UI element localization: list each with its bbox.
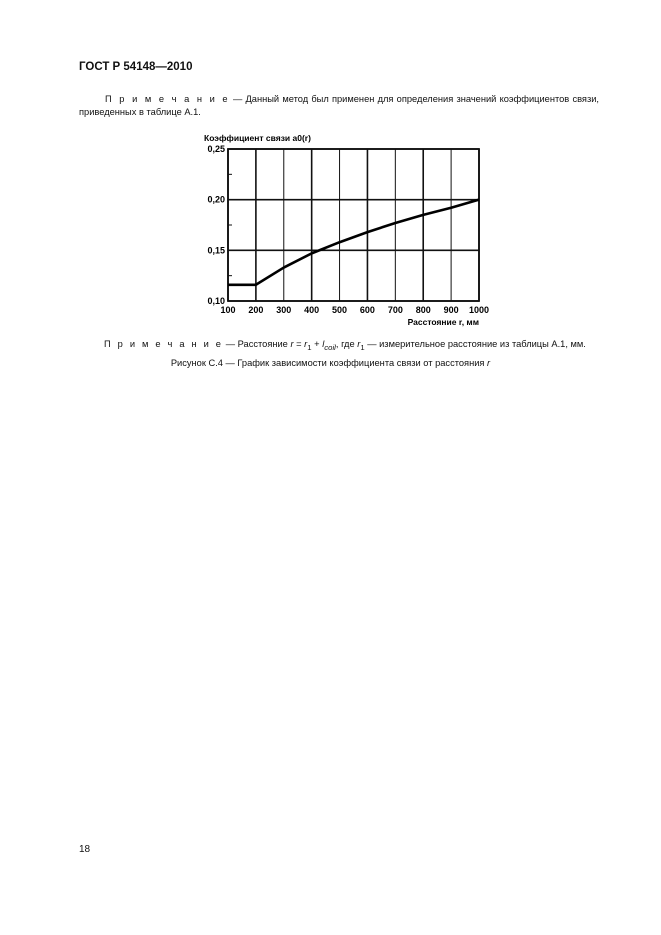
note-label: П р и м е ч а н и е bbox=[105, 94, 230, 104]
y-tick-label: 0,20 bbox=[207, 194, 225, 205]
x-tick-label: 500 bbox=[332, 305, 348, 315]
x-tick-label: 200 bbox=[248, 305, 264, 315]
x-tick-label: 800 bbox=[415, 305, 431, 315]
note-label: П р и м е ч а н и е bbox=[104, 339, 224, 349]
var-r: r bbox=[290, 339, 294, 349]
x-tick-label: 900 bbox=[443, 305, 459, 315]
page-number: 18 bbox=[79, 844, 91, 855]
var-r1: r bbox=[357, 339, 361, 349]
x-tick-label: 400 bbox=[304, 305, 320, 315]
y-tick-label: 0,15 bbox=[207, 245, 225, 256]
sub: 1 bbox=[360, 342, 365, 352]
y-axis-label: Коэффициент связи a0(r) bbox=[204, 133, 311, 143]
note-text: — Расстояние bbox=[223, 339, 291, 349]
figure-caption bbox=[0, 358, 661, 368]
document-header: ГОСТ Р 54148—2010 bbox=[79, 61, 193, 73]
note-text: — Данный метод был применен для определения значений коэффициентов связи, приведенных в таблице А.1. bbox=[79, 94, 599, 117]
chart-note bbox=[104, 339, 586, 352]
note-text: , где bbox=[335, 339, 358, 349]
x-tick-label: 700 bbox=[387, 305, 403, 315]
sub-coil: coil bbox=[324, 342, 336, 352]
y-tick-label: 0,25 bbox=[207, 144, 225, 154]
var-r1: r bbox=[304, 339, 308, 349]
note-text: — измерительное расстояние из таблицы А.1, мм. bbox=[364, 339, 586, 349]
x-axis-label: Расстояние r, мм bbox=[407, 317, 479, 327]
eq: = bbox=[293, 339, 305, 349]
note-paragraph bbox=[79, 93, 599, 118]
x-tick-label: 1000 bbox=[468, 305, 490, 315]
var-l: l bbox=[322, 339, 325, 349]
x-tick-label: 100 bbox=[220, 305, 236, 315]
y-tick-label: 0,10 bbox=[207, 296, 225, 306]
caption-text: Рисунок С.4 — График зависимости коэффициента связи от расстояния bbox=[170, 358, 488, 368]
coupling-coefficient-chart bbox=[190, 125, 500, 335]
plus: + bbox=[311, 339, 323, 349]
sub: 1 bbox=[307, 342, 312, 352]
series-line bbox=[228, 200, 479, 285]
x-tick-label: 300 bbox=[276, 305, 292, 315]
caption-var: r bbox=[487, 358, 491, 368]
x-tick-label: 600 bbox=[359, 305, 375, 315]
